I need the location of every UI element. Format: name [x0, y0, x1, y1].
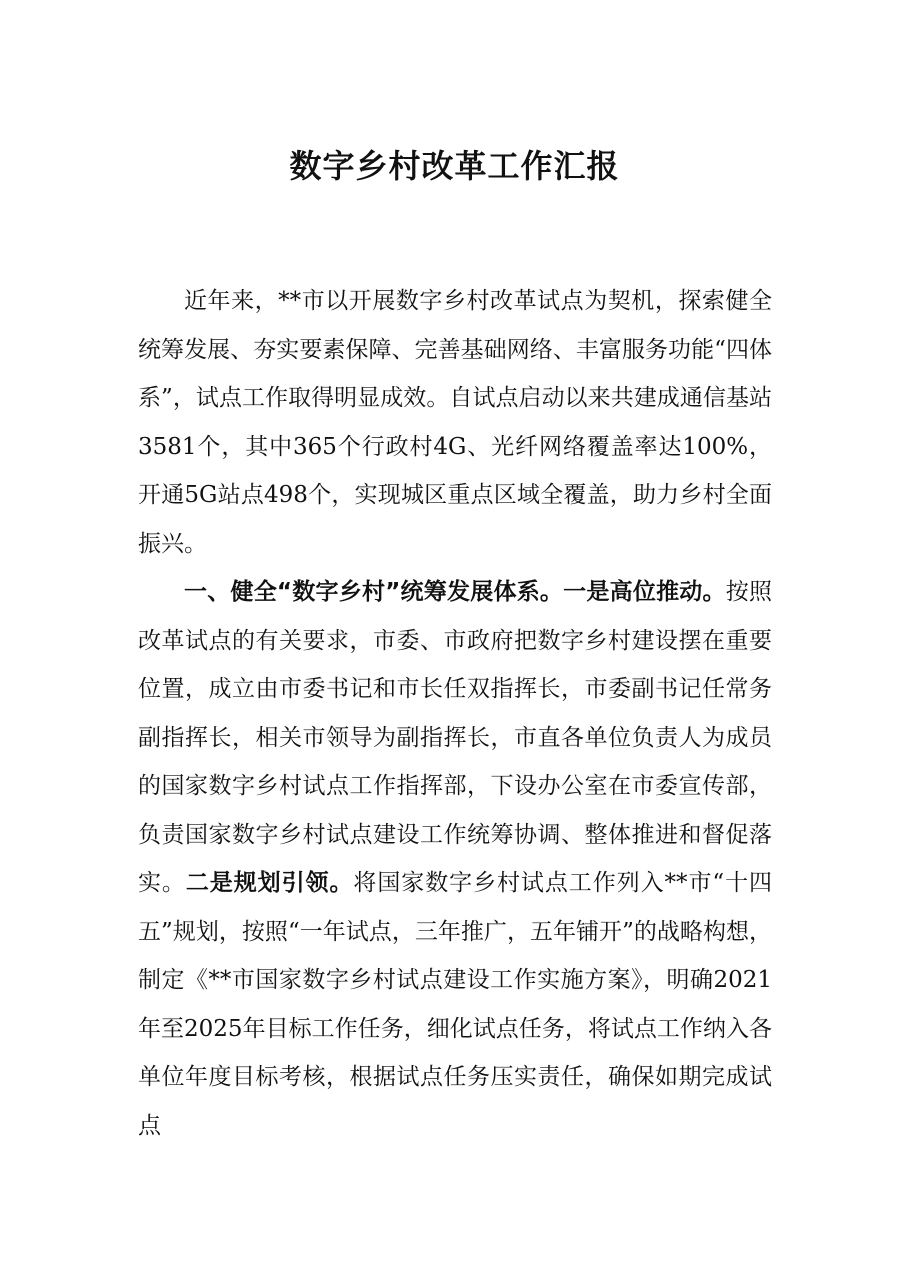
section-body-b: 将国家数字乡村试点工作列入**市“十四五”规划，按照“一年试点，三年推广，五年铺开”的战略构想，制定《**市国家数字乡村试点建设工作实施方案》，明确2021年至2025年目标工作任务，细化试点任务，将试点工作纳入各单位年度目标考核，根据试点任务压实责任，确保如期完成试点: [138, 870, 773, 1139]
section-subheading: 二是规划引领。: [185, 870, 354, 896]
paragraph-section-one: [138, 568, 772, 1188]
section-heading: 一、健全“数字乡村”统筹发展体系。一是高位推动。: [184, 579, 726, 605]
section-body-a: 按照改革试点的有关要求，市委、市政府把数字乡村建设摆在重要位置，成立由市委书记和市长任双指挥长，市委副书记任常务副指挥长，相关市领导为副指挥长，市直各单位负责人为成员的国家数字乡村试点工作指挥部，下设办公室在市委宣传部，负责国家数字乡村试点建设工作统筹协调、整体推进和督促落实。: [138, 579, 773, 896]
document-title: 数字乡村改革工作汇报: [289, 147, 620, 185]
paragraph-intro: 近年来，**市以开展数字乡村改革试点为契机，探索健全统筹发展、夯实要素保障、完善基础网络、丰富服务功能“四体系”，试点工作取得明显成效。自试点启动以来共建成通信基站3581个，其中365个行政村4G、光纤网络覆盖率达100%，开通5G站点498个，实现城区重点区域全覆盖，助力乡村全面振兴。: [138, 288, 772, 557]
